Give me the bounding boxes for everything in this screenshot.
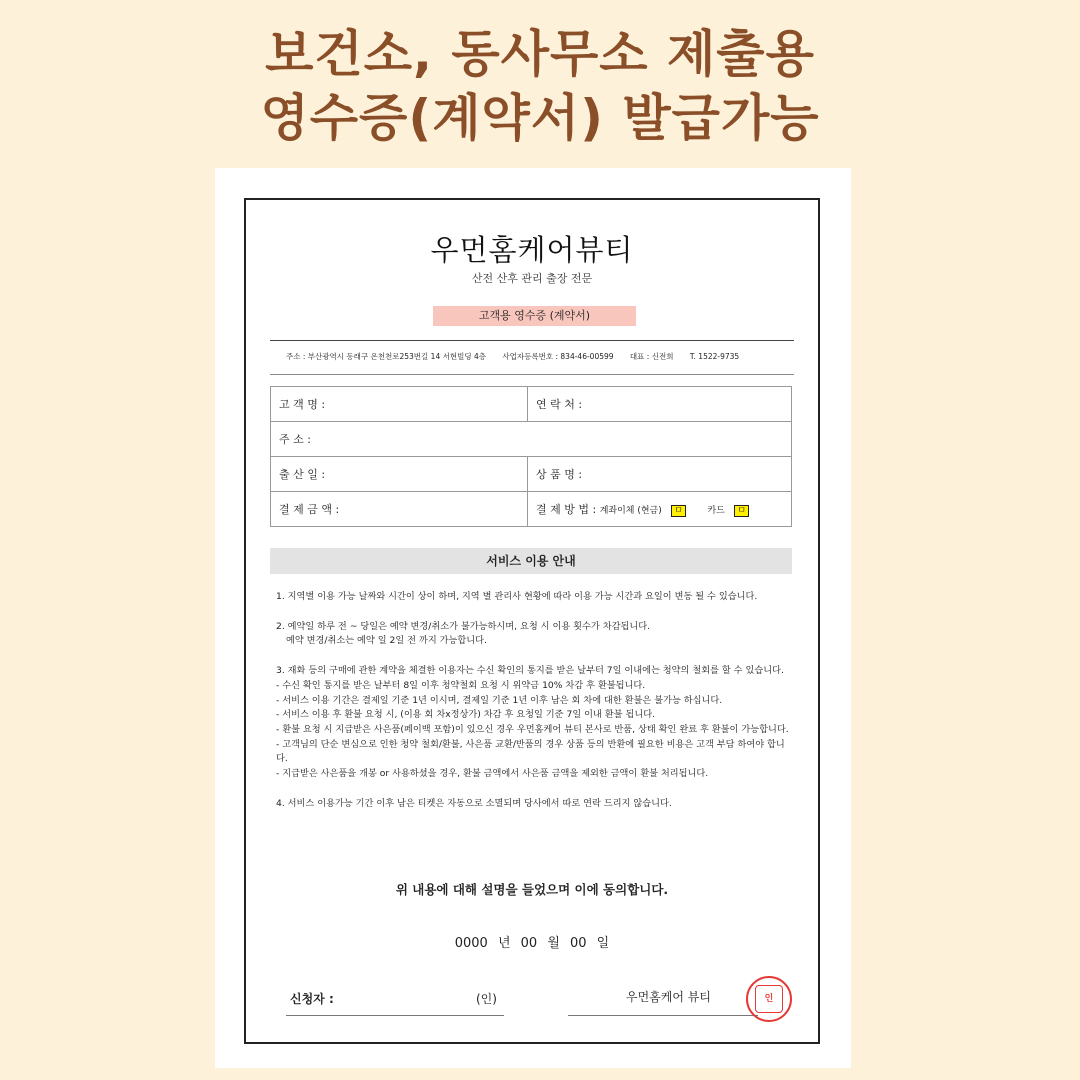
applicant-seal-mark: (인) — [476, 992, 497, 1006]
term-3f: - 지급받은 사은품을 개봉 or 사용하셨을 경우, 환불 금액에서 사은품 금액을 제외한 금액이 환불 처리됩니다. — [276, 768, 709, 780]
headline-line-2: 영수증(계약서) 발급가능 — [260, 89, 820, 147]
service-section-title: 서비스 이용 안내 — [270, 548, 792, 574]
stamp-mark: 인 — [755, 985, 783, 1013]
headline-line-1: 보건소, 동사무소 제출용 — [265, 25, 815, 83]
receipt-document — [244, 198, 820, 1044]
pay-option-transfer: 계좌이체 (현금) — [599, 506, 662, 516]
term-3c: - 서비스 이용 후 환불 요청 시, (이용 회 차x정상가) 차감 후 요청일 기준 7일 이내 환불 됩니다. — [276, 709, 656, 721]
term-3a: - 수신 확인 통지를 받은 날부터 8일 이후 청약철회 요청 시 위약금 10% 차감 후 환불됩니다. — [276, 679, 646, 691]
divider — [270, 340, 794, 341]
date-field[interactable]: 0000 년 00 월 00 일 — [454, 936, 610, 951]
term-3: 3. 재화 등의 구매에 관한 계약을 체결한 이용자는 수신 확인의 통지를 받은 날부터 7일 이내에는 청약의 철회를 할 수 있습니다. — [276, 665, 784, 677]
company-signature-line — [568, 1015, 758, 1016]
company-signature: 우먼홈케어 뷰티 — [626, 990, 711, 1004]
customer-name-field[interactable]: 고 객 명 : — [271, 387, 528, 422]
company-address: 주소 : 부산광역시 동래구 온천천로253번길 14 서현빌딩 4층 — [286, 352, 486, 361]
address-field[interactable]: 주 소 : — [271, 422, 792, 457]
agreement-statement: 위 내용에 대해 설명을 들었으며 이에 동의합니다. — [395, 882, 669, 897]
brand-name: 우먼홈케어뷰티 — [430, 233, 634, 267]
company-info — [286, 351, 786, 362]
pay-option-card: 카드 — [707, 506, 725, 516]
payment-method-label: 결 제 방 법 : — [536, 503, 597, 516]
contact-field[interactable]: 연 락 처 : — [528, 387, 792, 422]
payment-method-field — [528, 492, 792, 527]
brand-subtitle: 산전 산후 관리 출장 전문 — [471, 272, 593, 285]
applicant-label: 신청자 : — [290, 992, 334, 1006]
document-title: 고객용 영수증 (계약서) — [433, 306, 636, 326]
term-3d: - 환불 요청 시 지급받은 사은품(페이백 포함)이 있으신 경우 우먼홈케어 뷰티 본사로 반품, 상태 확인 완료 후 환불이 가능합니다. — [276, 723, 789, 735]
term-4: 4. 서비스 이용가능 기간 이후 남은 티켓은 자동으로 소멸되며 당사에서 따로 연락 드리지 않습니다. — [276, 797, 672, 809]
term-1: 1. 지역별 이용 가능 날짜와 시간이 상이 하며, 지역 별 관리사 현황에 따라 이용 가능 시간과 요일이 변동 될 수 있습니다. — [276, 591, 758, 602]
promo-headline — [0, 22, 1080, 150]
term-2a: 2. 예약일 하루 전 ~ 당일은 예약 변경/취소가 불가능하시며, 요청 시 이용 횟수가 차감됩니다. — [276, 620, 650, 632]
amount-field[interactable]: 결 제 금 액 : — [271, 492, 528, 527]
company-phone: T. 1522-9735 — [689, 352, 740, 361]
ceo-name: 대표 : 신전희 — [629, 352, 674, 361]
birth-date-field[interactable]: 출 산 일 : — [271, 457, 528, 492]
term-3e: - 고객님의 단순 변심으로 인한 청약 철회/환불, 사은품 교환/반품의 경우 상품 등의 반환에 필요한 비용은 고객 부담 하여야 합니다. — [276, 738, 785, 765]
applicant-signature-line[interactable] — [286, 1015, 504, 1016]
company-seal-stamp — [746, 976, 792, 1022]
customer-form — [270, 386, 792, 527]
card-checkbox[interactable]: ㅁ — [734, 505, 749, 517]
term-3b: - 서비스 이용 기간은 결제일 기준 1년 이시며, 결제일 기준 1년 이후 남은 회 차에 대한 환불은 불가능 하십니다. — [276, 694, 723, 706]
divider — [270, 374, 794, 375]
business-number: 사업자등록번호 : 834-46-00599 — [502, 352, 614, 361]
product-field[interactable]: 상 품 명 : — [528, 457, 792, 492]
terms-list — [276, 590, 791, 826]
term-2b: 예약 변경/취소는 예약 일 2일 전 까지 가능합니다. — [286, 635, 487, 647]
transfer-checkbox[interactable]: ㅁ — [671, 505, 686, 517]
